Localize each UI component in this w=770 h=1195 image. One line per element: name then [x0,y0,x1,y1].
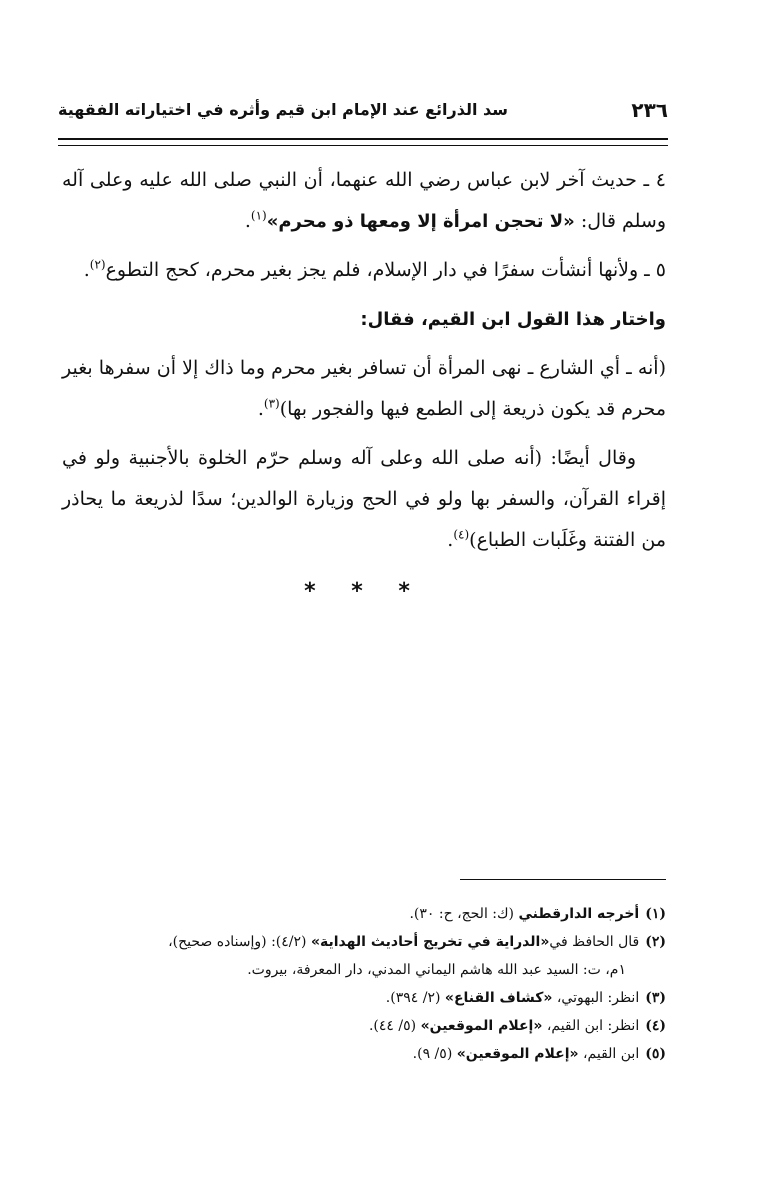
footnote-source: «إعلام الموقعين» [456,1046,579,1062]
footnotes [62,900,666,1068]
footnote-ref-4: (٤) [453,527,470,542]
footnote-2 [62,928,666,956]
footnote-ref-3: (٣) [263,396,280,411]
paragraph-4 [62,160,666,242]
quote-1 [62,348,666,430]
paragraph-4-text: ٤ ـ حديث آخر لابن عباس رضي الله عنهما، أن النبي صلى الله عليه وعلى آله وسلم قال: [62,169,666,232]
hadith-quote: «لا تحجن امرأة إلا ومعها ذو محرم» [266,211,575,232]
footnote-detail: (ك: الحج، ح: ٣٠). [409,906,519,922]
footnote-detail: (٥/ ٤٤). [368,1018,421,1034]
footnote-1 [62,900,666,928]
footnote-ref-2: (٢) [89,257,106,272]
paragraph-5-end: . [83,259,90,281]
choice-heading: واختار هذا القول ابن القيم، فقال: [360,309,666,330]
footnote-detail: (٢/ ٣٩٤). [385,990,445,1006]
footnote-prefix: انظر: البهوتي، [552,990,640,1006]
footnote-source: «إعلام الموقعين» [420,1018,543,1034]
quote-2-text: وقال أيضًا: (أنه صلى الله وعلى آله وسلم حرّم الخلوة بالأجنبية ولو في إقراء القرآن، والسفر بها ولو في الحج وزيارة الوالدين؛ سدًا لذريعة ما يحاذر من الفتنة وغَلَبات الطباع) [62,447,666,551]
footnote-number: (٤) [645,1018,666,1034]
footnote-detail: (٤/٢): (وإسناده صحيح)، [168,934,311,950]
quote-2-end: . [447,529,454,551]
header-double-rule [58,138,668,146]
footnote-prefix: انظر: ابن القيم، [542,1018,640,1034]
quote-2 [62,438,666,561]
footnote-prefix: قال الحافظ في [549,934,640,950]
footnote-prefix: ابن القيم، [578,1046,640,1062]
footnote-ref-1: (١) [250,208,267,223]
quote-1-end: . [257,398,264,420]
footnote-2-continuation: ١م، ت: السيد عبد الله هاشم اليماني المدني، دار المعرفة، بيروت. [247,962,626,978]
footnote-source: «الدراية في تخريج أحاديث الهداية» [310,934,550,950]
paragraph-5 [62,250,666,291]
footnote-5 [62,1040,666,1068]
section-separator: * * * [304,579,424,604]
running-title: سد الذرائع عند الإمام ابن قيم وأثره في اختياراته الفقهية [58,100,508,119]
footnote-rule [460,879,666,880]
footnote-3 [62,984,666,1012]
footnote-source: «كشاف القناع» [444,990,553,1006]
paragraph-4-end: . [244,210,251,232]
page-number: ٢٣٦ [631,98,668,122]
quote-1-text: (أنه ـ أي الشارع ـ نهى المرأة أن تسافر بغير محرم وما ذاك إلا أن سفرها بغير محرم قد يكون ذريعة إلى الطمع فيها والفجور بها) [62,357,666,420]
page-header [58,94,668,134]
paragraph-5-text: ٥ ـ ولأنها أنشأت سفرًا في دار الإسلام، فلم يجز بغير محرم، كحج التطوع [105,259,666,281]
footnote-number: (٣) [645,990,666,1006]
footnote-number: (٢) [645,934,666,950]
footnote-number: (١) [645,906,666,922]
footnote-detail: (٥/ ٩). [412,1046,457,1062]
main-text [62,160,666,612]
footnote-number: (٥) [645,1046,666,1062]
footnote-source: أخرجه الدارقطني [518,906,640,922]
footnote-4 [62,1012,666,1040]
